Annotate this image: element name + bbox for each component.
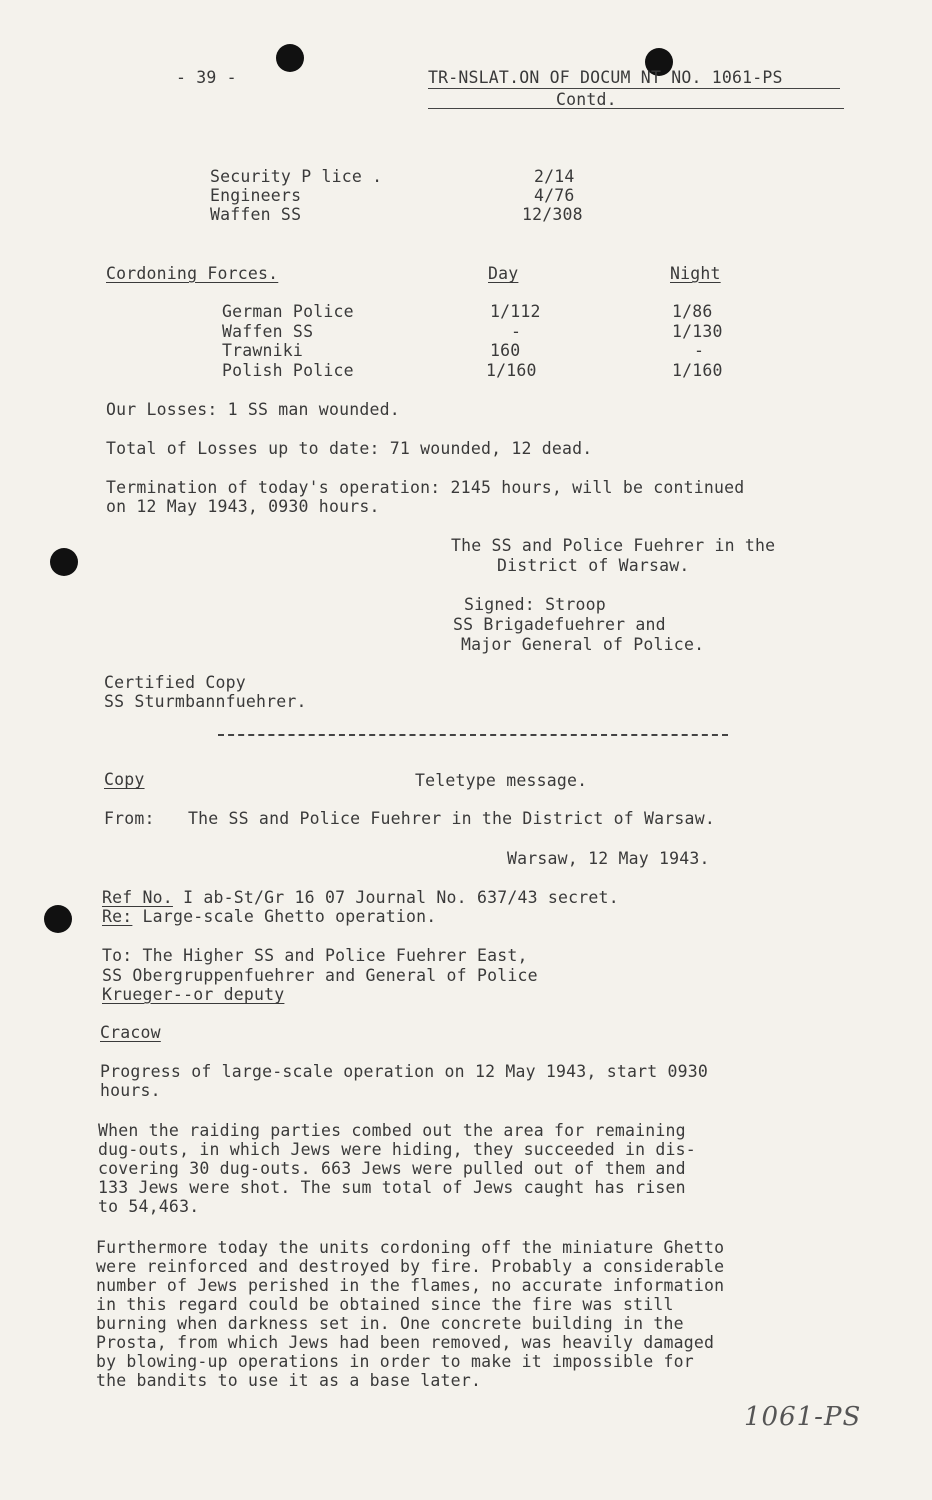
recipient-line: To: The Higher SS and Police Fuehrer East, [102, 946, 528, 965]
punch-hole-top-left [276, 44, 304, 72]
day-header: Day [488, 264, 519, 283]
cordoning-title: Cordoning Forces. [106, 264, 279, 283]
text-line: by blowing-up operations in order to make it impossible for [96, 1352, 694, 1371]
unit-value: 2/14 [534, 167, 575, 186]
city-label: Cracow [100, 1023, 161, 1042]
signed-name: Signed: Stroop [464, 595, 606, 614]
signature-line: The SS and Police Fuehrer in the [451, 536, 776, 555]
cordon-unit-name: German Police [222, 302, 354, 321]
text-line: to 54,463. [98, 1197, 200, 1216]
cordon-night-value: 1/130 [672, 322, 723, 341]
text-line: Prosta, from which Jews had been removed, was heavily damaged [96, 1333, 715, 1352]
cordon-night-value: 1/86 [672, 302, 713, 321]
cordon-night-value: - [694, 341, 705, 360]
cordon-night-value: 1/160 [672, 361, 723, 380]
teletype-title: Teletype message. [415, 771, 588, 790]
from-label: From: [104, 809, 155, 828]
cordon-day-value: 1/112 [490, 302, 541, 321]
text-line: in this regard could be obtained since the fire was still [96, 1295, 674, 1314]
text-line: number of Jews perished in the flames, no accurate information [96, 1276, 725, 1295]
ghetto-paragraph [96, 1238, 724, 1390]
punch-hole-lower [44, 905, 72, 933]
ref-text: I ab-St/Gr 16 07 Journal No. 637/43 secret. [172, 888, 619, 907]
text-line: dug-outs, in which Jews were hiding, they succeeded in dis- [98, 1140, 696, 1159]
signature-line: District of Warsaw. [497, 556, 690, 575]
cordon-unit-name: Polish Police [222, 361, 354, 380]
subject-line [102, 907, 436, 926]
text-line: Termination of today's operation: 2145 hours, will be continued [106, 478, 745, 497]
text-line: were reinforced and destroyed by fire. Probably a considerable [96, 1257, 725, 1276]
from-text: The SS and Police Fuehrer in the District of Warsaw. [188, 809, 715, 828]
unit-value: 12/308 [522, 205, 583, 224]
page-number: - 39 - [176, 68, 237, 87]
section-divider [218, 734, 728, 736]
signature-rank: Major General of Police. [461, 635, 705, 654]
re-label: Re: [102, 907, 133, 926]
certified-copy: Certified Copy [104, 673, 246, 692]
text-line: covering 30 dug-outs. 663 Jews were pulled out of them and [98, 1159, 686, 1178]
unit-name: Engineers [210, 186, 302, 205]
unit-name: Security P lice . [210, 167, 383, 186]
recipient-line: SS Obergruppenfuehrer and General of Police [102, 966, 538, 985]
handwritten-document-number: 1061-PS [744, 1402, 862, 1432]
text-line: When the raiding parties combed out the area for remaining [98, 1121, 686, 1140]
night-header: Night [670, 264, 721, 283]
text-line: 133 Jews were shot. The sum total of Jews caught has risen [98, 1178, 686, 1197]
text-line: Furthermore today the units cordoning off the miniature Ghetto [96, 1238, 725, 1257]
header-rule [428, 108, 844, 109]
text-line: Progress of large-scale operation on 12 May 1943, start 0930 [100, 1062, 709, 1081]
teletype-date: Warsaw, 12 May 1943. [507, 849, 710, 868]
certifier-rank: SS Sturmbannfuehrer. [104, 692, 307, 711]
cordon-day-value: 160 [490, 341, 521, 360]
re-text: Large-scale Ghetto operation. [132, 907, 437, 926]
punch-hole-middle [50, 548, 78, 576]
text-line: hours. [100, 1081, 161, 1100]
termination-paragraph [106, 478, 744, 516]
translation-title: TR-NSLAT.ON OF DOCUM NT NO. 1061-PS [428, 68, 783, 87]
text-line: the bandits to use it as a base later. [96, 1371, 482, 1390]
contd-label: Contd. [556, 90, 617, 109]
unit-value: 4/76 [534, 186, 575, 205]
cordon-unit-name: Trawniki [222, 341, 304, 360]
reference-line [102, 888, 619, 907]
cordon-day-value: 1/160 [486, 361, 537, 380]
ref-label: Ref No. [102, 888, 173, 907]
cordon-unit-name: Waffen SS [222, 322, 314, 341]
unit-name: Waffen SS [210, 205, 302, 224]
our-losses: Our Losses: 1 SS man wounded. [106, 400, 400, 419]
total-losses: Total of Losses up to date: 71 wounded, 12 dead. [106, 439, 593, 458]
text-line: burning when darkness set in. One concrete building in the [96, 1314, 684, 1333]
title-underline [428, 88, 840, 89]
text-line: on 12 May 1943, 0930 hours. [106, 497, 380, 516]
signature-rank: SS Brigadefuehrer and [453, 615, 666, 634]
copy-label: Copy [104, 770, 145, 789]
raiding-paragraph [98, 1121, 696, 1216]
cordon-day-value: - [511, 322, 522, 341]
recipient-line: Krueger--or deputy [102, 985, 285, 1004]
progress-paragraph [100, 1062, 708, 1100]
